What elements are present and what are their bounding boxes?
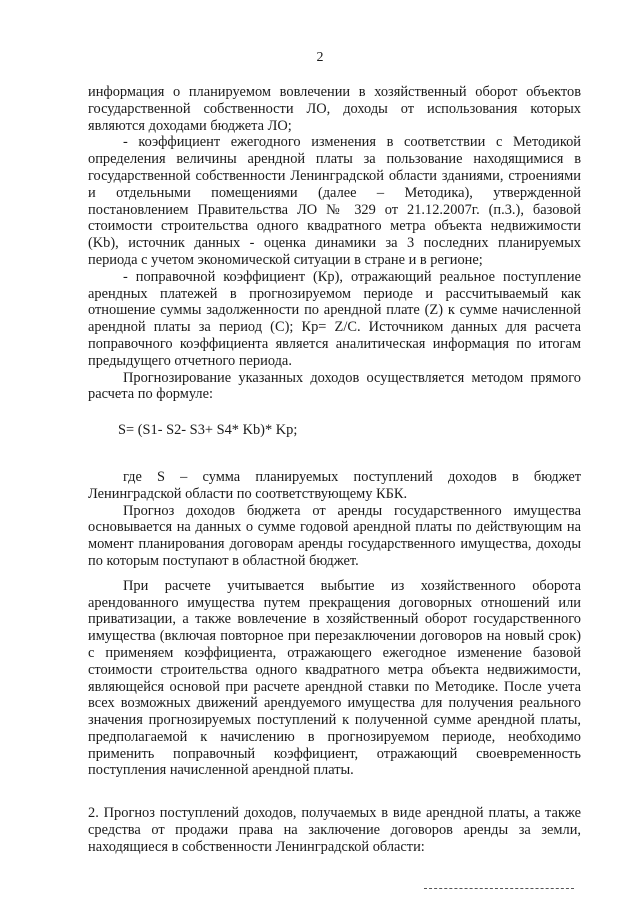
page-number: 2	[316, 50, 324, 65]
paragraph-formula-legend: где S – сумма планируемых поступлений доходов в бюджет Ленинградской области по соответствующему КБК.	[88, 468, 581, 502]
document-body	[88, 84, 581, 856]
paragraph-correction-coefficient: - поправочной коэффициент (Кр), отражающий реальное поступление арендных платежей в прогнозируемом периоде и рассчитываемый как отношение суммы задолженности по арендной плате (Z) к сумме начисленной арендной платы за период (С); Кр= Z/C. Источником данных для расчета поправочного коэффициента является аналитическая информация по итогам предыдущего отчетного периода.	[88, 268, 581, 369]
formula: S= (S1- S2- S3+ S4* Kb)* Kp;	[118, 422, 298, 439]
footer-rule	[424, 888, 574, 889]
paragraph-intro-continuation: информация о планируемом вовлечении в хозяйственный оборот объектов государственной собственности ЛО, доходы от использования которых являются доходами бюджета ЛО;	[88, 84, 581, 134]
section-2-heading: 2. Прогноз поступлений доходов, получаемых в виде арендной платы, а также средства от продажи права на заключение договоров аренды за земли, находящиеся в собственности Ленинградской области:	[88, 805, 581, 855]
paragraph-annual-change-coefficient: - коэффициент ежегодного изменения в соответствии с Методикой определения величины арендной платы за пользование находящимися в государственной собственности Ленинградской области зданиями, строениями и отдельными помещениями (далее – Методика), утвержденной постановлением Правительства ЛО № 329 от 21.12.2007г. (п.3.), базовой стоимости строительства одного квадратного метра объекта недвижимости (Kb), источник данных - оценка динамики за 3 последних планируемых периода с учетом экономической ситуации в стране и в регионе;	[88, 134, 581, 268]
paragraph-rent-forecast-basis: Прогноз доходов бюджета от аренды государственного имущества основывается на данных о сумме годовой арендной платы по действующим на момент планирования договорам аренды государственного имущества, доходы по которым поступают в областной бюджет.	[88, 502, 581, 569]
paragraph-forecast-method: Прогнозирование указанных доходов осуществляется методом прямого расчета по формуле:	[88, 369, 581, 403]
paragraph-calculation-details: При расчете учитывается выбытие из хозяйственного оборота арендованного имущества путем прекращения договорных отношений или приватизации, а также вовлечение в хозяйственный оборот государственного имущества (включая повторное при перезаключении договоров на новый срок) с применяем коэффициента, отражающего ежегодное изменение базовой стоимости строительства одного квадратного метра объекта недвижимости, являющейся основой при расчете арендной ставки по Методике. После учета всех возможных движений арендуемого имущества для получения реального значения прогнозируемых поступлений к полученной сумме арендной платы, предполагаемой к начислению в прогнозируемом периоде, необходимо применить поправочный коэффициент, отражающий своевременность поступления начисленной арендной платы.	[88, 577, 581, 779]
